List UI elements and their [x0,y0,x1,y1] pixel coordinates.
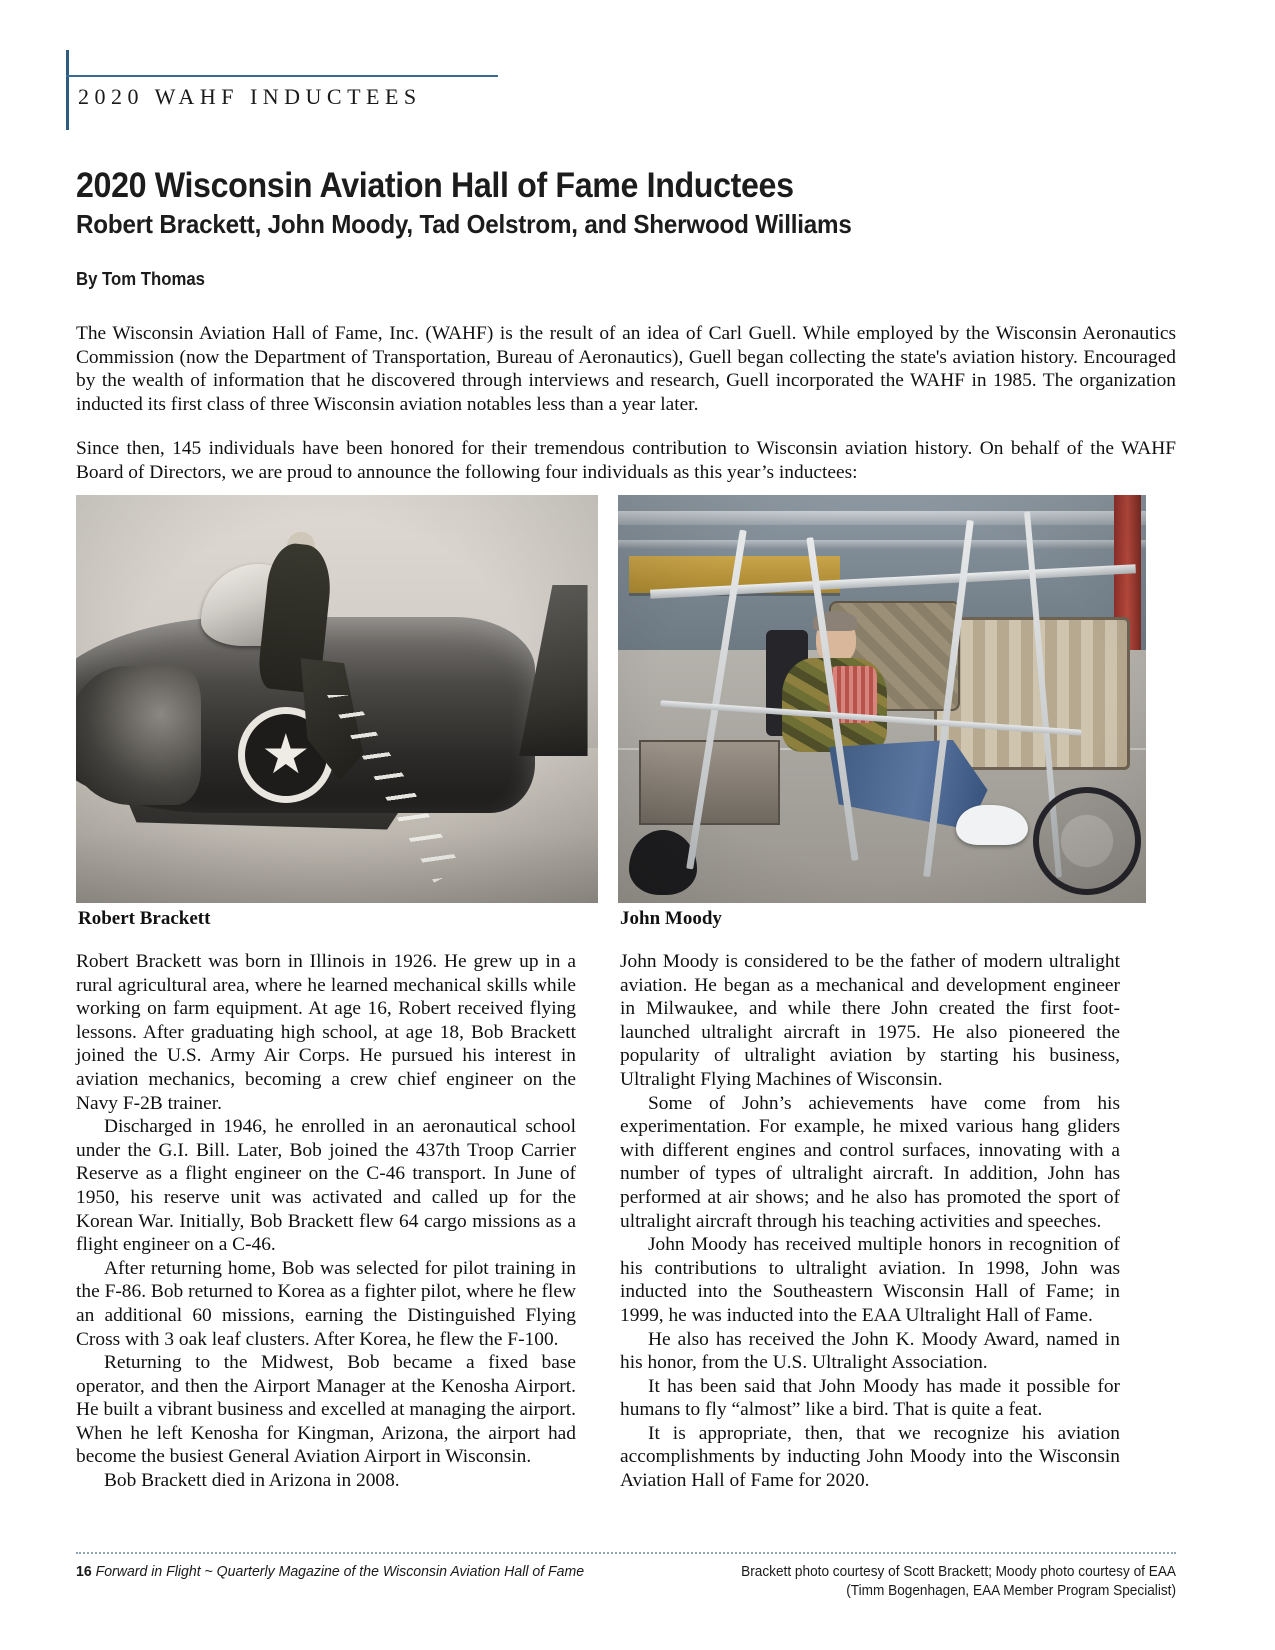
page-number: 16 [76,1563,92,1580]
paragraph: Robert Brackett was born in Illinois in 1926. He grew up in a rural agricultural area, where he learned mechanical skills while working on farm equipment. At age 16, Robert received flying lessons. After graduating high school, at age 18, Bob Brackett joined the U.S. Army Air Corps. He pursued his interest in aviation mechanics, becoming a crew chief engineer on the Navy F-2B trainer. [76,951,576,1114]
column-john-moody [620,950,1120,1493]
footer-divider [76,1552,1176,1554]
photo-row [76,495,1146,903]
photo-caption-right: John Moody [620,908,722,929]
footer-left [76,1563,584,1580]
paragraph: John Moody is considered to be the father of modern ultralight aviation. He began as a mechanical and development engineer in Milwaukee, and while there John created the first foot-launched ultralight aircraft in 1975. He also pioneered the popularity of ultralight aviation by starting his business, Ultralight Flying Machines of Wisconsin. [620,951,1120,1090]
page-title: 2020 Wisconsin Aviation Hall of Fame Inductees [76,166,794,205]
photo-john-moody [618,495,1146,903]
photo-robert-brackett [76,495,598,903]
running-head-text: 2020 WAHF INDUCTEES [78,84,422,109]
byline: By Tom Thomas [76,269,205,289]
paragraph: Some of John’s achievements have come from his experimentation. For example, he mixed various hang gliders with different engines and control surfaces, innovating with a number of types of ultralight aircraft. In addition, John has performed at air shows; and he also has promoted the sport of ultralight aircraft through his teaching activities and speeches. [620,1092,1120,1232]
page-subtitle: Robert Brackett, John Moody, Tad Oelstrom, and Sherwood Williams [76,209,852,239]
running-head-vertical-rule [66,50,69,130]
running-head [66,50,1176,130]
paragraph: Bob Brackett died in Arizona in 2008. [104,1470,400,1492]
paragraph: After returning home, Bob was selected for pilot training in the F-86. Bob returned to Korea as a fighter pilot, where he flew an additional 60 missions, earning the Distinguished Flying Cross with 3 oak leaf clusters. After Korea, he flew the F-100. [76,1257,576,1350]
footer-photo-credit [650,1563,1176,1601]
magazine-name: Forward in Flight ~ Quarterly Magazine of the Wisconsin Aviation Hall of Fame [95,1563,585,1580]
paragraph: Returning to the Midwest, Bob became a fixed base operator, and then the Airport Manager at the Kenosha Airport. He built a vibrant business and excelled at managing the airport. When he left Kenosha for Kingman, Arizona, the airport had become the busiest General Aviation Airport in Wisconsin. [76,1352,576,1468]
paragraph: It has been said that John Moody has made it possible for humans to fly “almost” like a bird. That is quite a feat. [620,1375,1120,1421]
photo-caption-left: Robert Brackett [78,908,211,929]
intro-paragraph-1: The Wisconsin Aviation Hall of Fame, Inc. (WAHF) is the result of an idea of Carl Guell. While employed by the Wisconsin Aeronautics Commission (now the Department of Transportation, Bureau of Aeronautics), Guell began collecting the state's aviation history. Encouraged by the wealth of information that he discovered through interviews and research, Guell incorporated the WAHF in 1985. The organization inducted its first class of three Wisconsin aviation notables less than a year later. [76,323,1176,415]
running-head-horizontal-rule [66,75,498,77]
intro-paragraph-2: Since then, 145 individuals have been honored for their tremendous contribution to Wisconsin aviation history. On behalf of the WAHF Board of Directors, we are proud to announce the following four individuals as this year’s inductees: [76,438,1176,483]
photo-credit-line-1: Brackett photo courtesy of Scott Brackett; Moody photo courtesy of EAA [741,1564,1176,1580]
column-robert-brackett [76,950,576,1493]
paragraph: John Moody has received multiple honors in recognition of his contributions to ultralight aviation. In 1998, John was inducted into the Southeastern Wisconsin Hall of Fame; in 1999, he was inducted into the EAA Ultralight Hall of Fame. [620,1234,1120,1326]
photo-credit-line-2: (Timm Bogenhagen, EAA Member Program Specialist) [846,1583,1176,1599]
paragraph: Discharged in 1946, he enrolled in an aeronautical school under the G.I. Bill. Later, Bob joined the 437th Troop Carrier Reserve as a flight engineer on the C-46 transport. In June of 1950, his reserve unit was activated and called up for the Korean War. Initially, Bob Brackett flew 64 cargo missions as a flight engineer on a C-46. [76,1116,576,1256]
paragraph: He also has received the John K. Moody Award, named in his honor, from the U.S. Ultralight Association. [620,1328,1120,1374]
photo-vignette [76,495,598,903]
photo-vignette [618,495,1146,903]
paragraph: It is appropriate, then, that we recognize his aviation accomplishments by inducting John Moody into the Wisconsin Aviation Hall of Fame for 2020. [620,1422,1120,1492]
